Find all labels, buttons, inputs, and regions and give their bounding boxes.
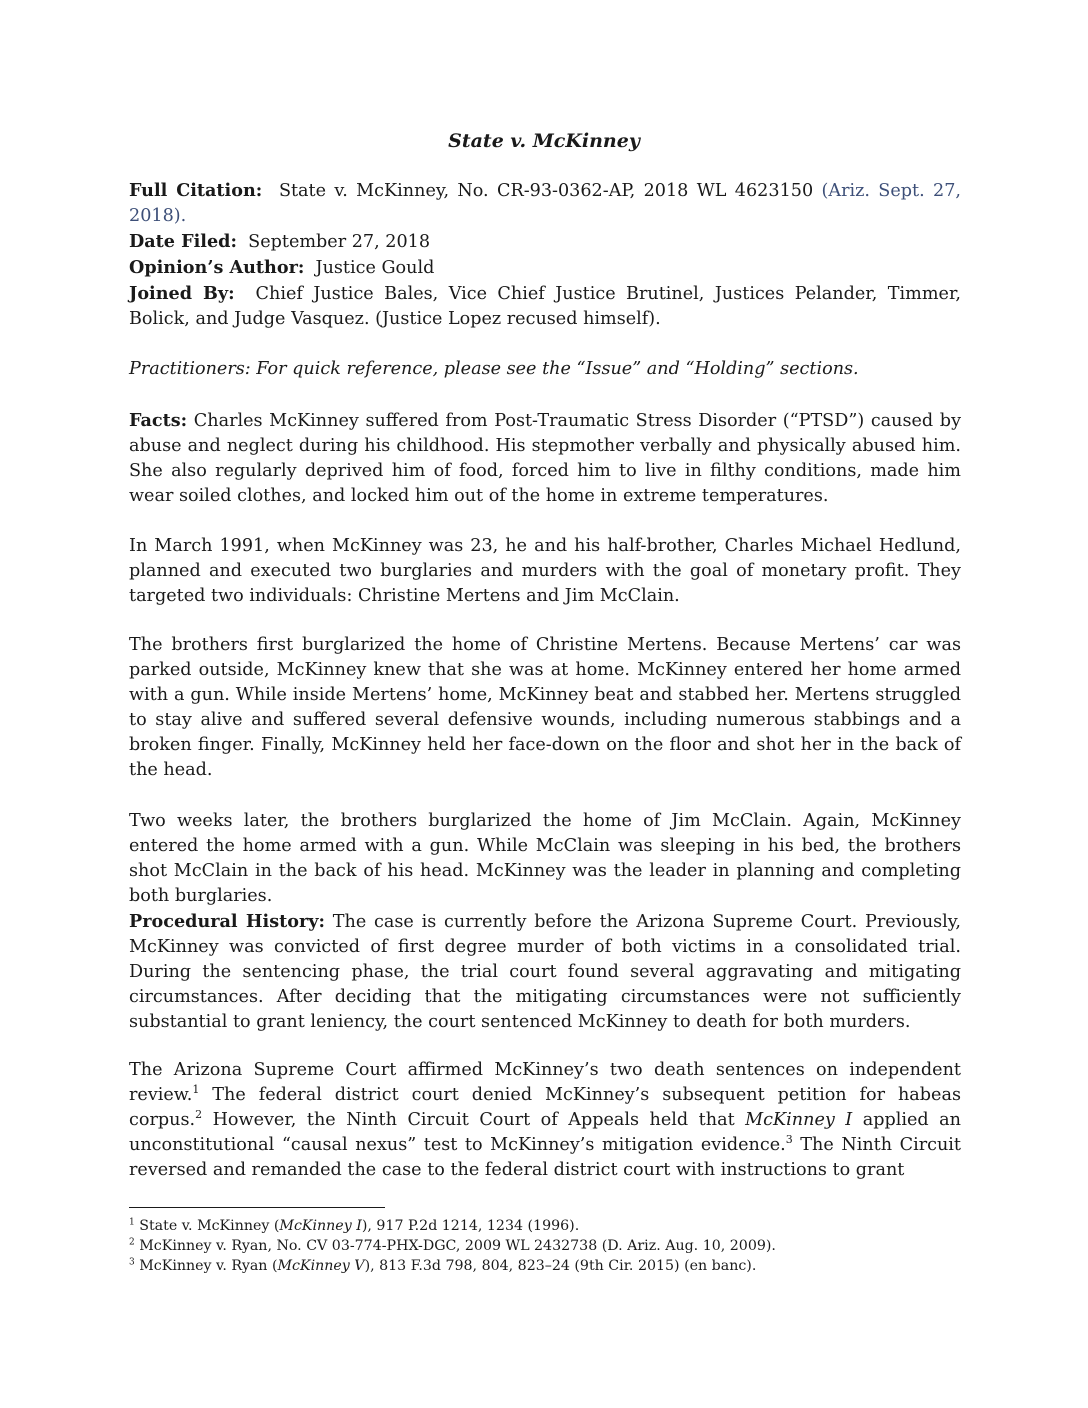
- document-title: State v. McKinney: [448, 130, 640, 152]
- footnote-text: State v. McKinney (: [134, 1218, 280, 1234]
- date-filed-label: Date Filed:: [129, 231, 237, 252]
- case-metadata: [129, 178, 961, 332]
- footnote-ref-2[interactable]: 2: [195, 1108, 203, 1122]
- facts-paragraph: [129, 408, 961, 509]
- footnote-case-name: McKinney I: [279, 1218, 362, 1234]
- procedural-history-label: Procedural History:: [129, 911, 325, 932]
- date-filed-line: [129, 229, 961, 255]
- author-line: [129, 255, 961, 281]
- az-text-1: The Arizona Supreme Court affirmed McKinney’s two death sentences on independent review.: [129, 1060, 961, 1105]
- procedural-history-text: The case is currently before the Arizona Supreme Court. Previously, McKinney was convicted of first degree murder of both victims in a consolidated trial. During the sentencing phase, the trial court found several aggravating and mitigating circumstances. After deciding that the mitigating circumstances were not sufficiently substantial to grant leniency, the court sentenced McKinney to death for both murders.: [129, 912, 961, 1032]
- footnote-text: McKinney v. Ryan, No. CV 03-774-PHX-DGC, 2009 WL 2432738 (D. Ariz. Aug. 10, 2009).: [134, 1238, 776, 1254]
- footnote-3: [129, 1256, 961, 1276]
- footnote-2: [129, 1236, 961, 1256]
- az-supreme-court-paragraph: [129, 1058, 961, 1183]
- facts-text: Charles McKinney suffered from Post-Traumatic Stress Disorder (“PTSD”) caused by abuse and neglect during his childhood. His stepmother verbally and physically abused him. She also regularly deprived him of food, forced him to live in filthy conditions, made him wear soiled clothes, and locked him out of the home in extreme temperatures.: [129, 411, 962, 506]
- author-label: Opinion’s Author:: [129, 257, 305, 278]
- mertens-burglary-paragraph: The brothers first burglarized the home of Christine Mertens. Because Mertens’ car was parked outside, McKinney knew that she was at home. McKinney entered her home armed with a gun. While inside Mertens’ home, McKinney beat and stabbed her. Mertens struggled to stay alive and suffered several defensive wounds, including numerous stabbings and a broken finger. Finally, McKinney held her face-down on the floor and shot her in the back of the head.: [129, 635, 961, 780]
- author-value: Justice Gould: [315, 258, 435, 278]
- footnote-number: 2: [129, 1237, 135, 1248]
- footnotes: [129, 1216, 961, 1276]
- footnote-case-name: McKinney V: [277, 1258, 365, 1274]
- date-filed-value: September 27, 2018: [248, 232, 431, 252]
- az-text-5: The Ninth Circuit reversed and remanded the case to the federal district court with instructions to grant: [129, 1135, 961, 1180]
- footnote-divider: [129, 1207, 385, 1208]
- footnote-1: [129, 1216, 961, 1236]
- procedural-history-paragraph: [129, 909, 961, 1035]
- joined-by-label: Joined By:: [129, 283, 235, 304]
- footnote-number: 1: [129, 1217, 135, 1228]
- az-text-4: applied an unconstitutional “causal nexus” test to McKinney’s mitigation evidence.: [129, 1110, 961, 1155]
- az-text-2: The federal district court denied McKinney’s subsequent petition for habeas corpus.: [129, 1085, 961, 1130]
- footnote-text: ), 917 P.2d 1214, 1234 (1996).: [361, 1218, 580, 1234]
- full-citation-label: Full Citation:: [129, 180, 263, 201]
- mcclain-burglary-paragraph: Two weeks later, the brothers burglarized the home of Jim McClain. Again, McKinney entered the home armed with a gun. While McClain was sleeping in his bed, the brothers shot McClain in the back of his head. McKinney was the leader in planning and completing both burglaries.: [129, 811, 961, 906]
- footnote-text: McKinney v. Ryan (: [134, 1258, 278, 1274]
- full-citation-text: State v. McKinney, No. CR-93-0362-AP, 2018 WL 4623150: [278, 181, 814, 201]
- footnote-text: ), 813 F.3d 798, 804, 823–24 (9th Cir. 2015) (en banc).: [364, 1258, 757, 1274]
- facts-label: Facts:: [129, 410, 188, 431]
- joined-by-line: [129, 281, 961, 332]
- footnote-number: 3: [129, 1257, 135, 1268]
- practitioners-note: Practitioners: For quick reference, please see the “Issue” and “Holding” sections.: [129, 359, 859, 379]
- az-case-name: McKinney I: [745, 1110, 853, 1130]
- march-1991-paragraph: In March 1991, when McKinney was 23, he and his half-brother, Charles Michael Hedlund, planned and executed two burglaries and murders with the goal of monetary profit. They targeted two individuals: Christine Mertens and Jim McClain.: [129, 536, 961, 606]
- footnote-ref-1[interactable]: 1: [192, 1083, 200, 1097]
- full-citation-line: [129, 178, 961, 229]
- full-citation-link[interactable]: (Ariz. Sept. 27, 2018).: [129, 181, 962, 226]
- footnote-ref-3[interactable]: 3: [785, 1133, 793, 1147]
- joined-by-value: Chief Justice Bales, Vice Chief Justice Brutinel, Justices Pelander, Timmer, Bolick, and Judge Vasquez. (Justice Lopez recused himself).: [129, 284, 962, 329]
- az-text-3: However, the Ninth Circuit Court of Appeals held that: [202, 1110, 746, 1130]
